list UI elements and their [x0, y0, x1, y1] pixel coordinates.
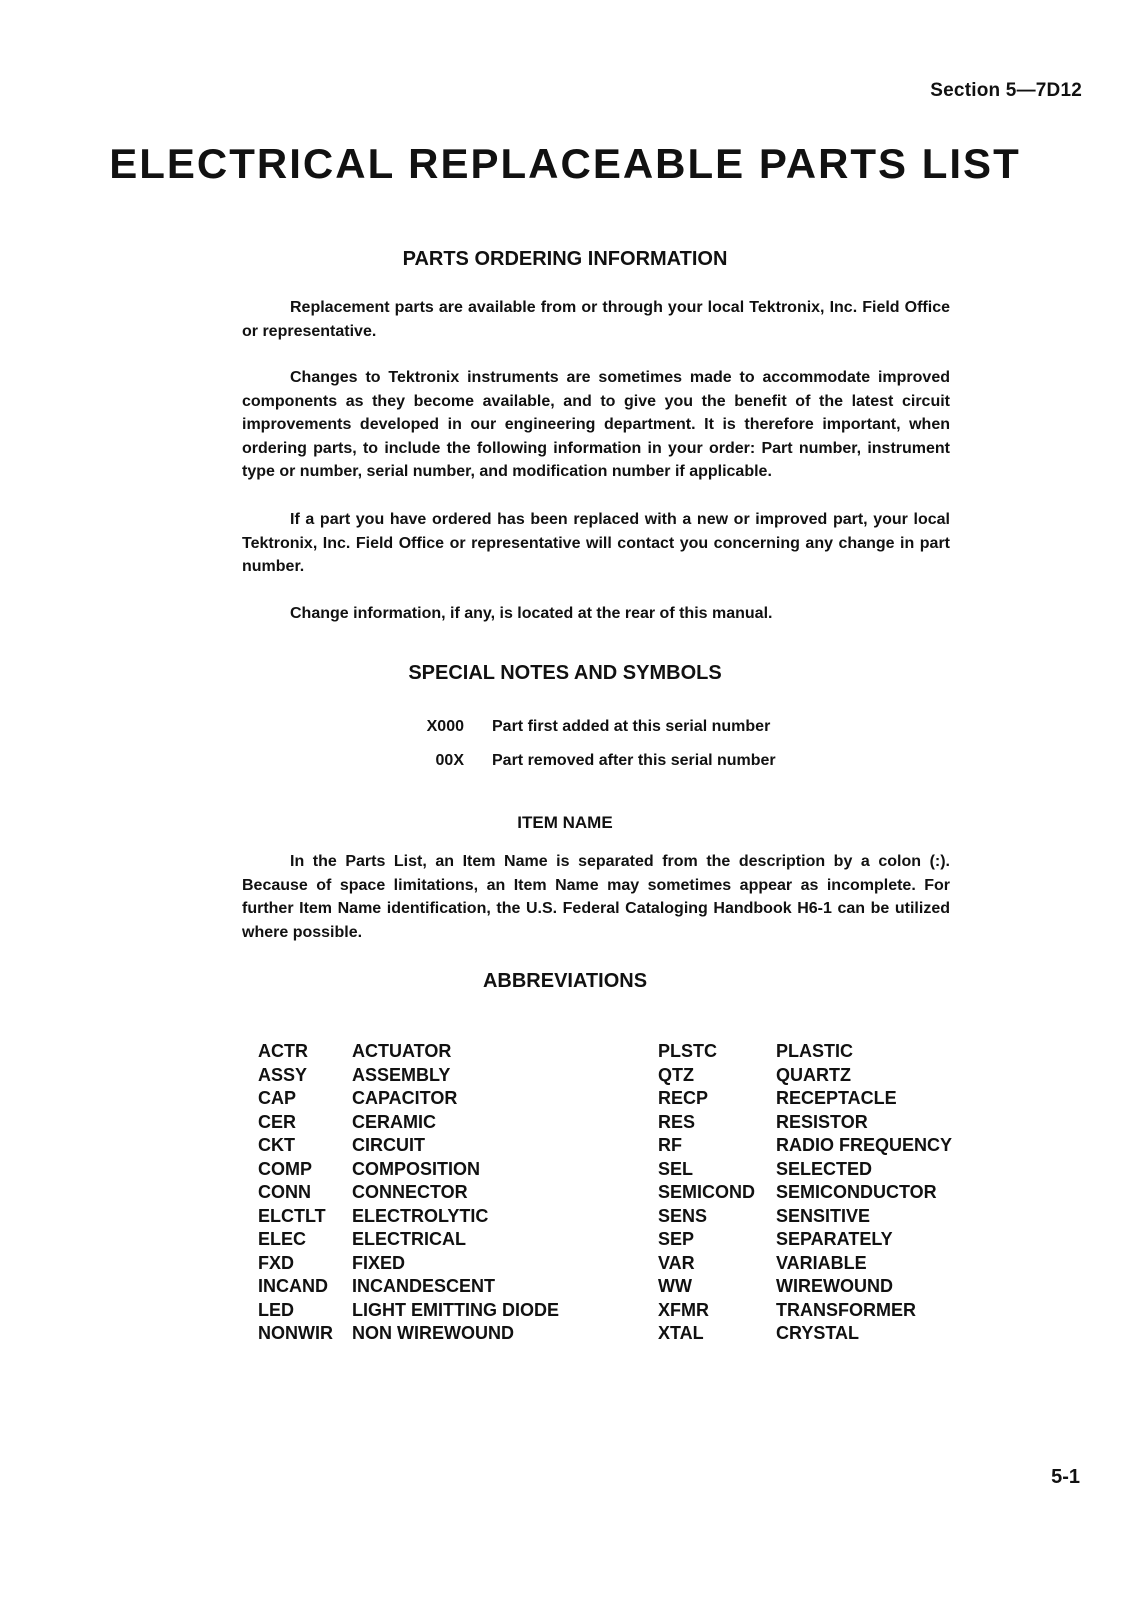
abbreviation-code: INCAND — [258, 1276, 328, 1296]
symbol-meaning: Part first added at this serial number — [492, 718, 771, 735]
abbreviation-meaning: WIREWOUND — [776, 1276, 893, 1296]
abbreviation-row — [258, 1252, 559, 1276]
abbreviation-row — [658, 1299, 952, 1323]
abbreviations-right-column — [658, 1040, 952, 1346]
abbreviation-meaning: ELECTRICAL — [352, 1229, 466, 1249]
abbreviation-meaning: ELECTROLYTIC — [352, 1205, 489, 1226]
abbreviation-meaning: SEPARATELY — [776, 1229, 893, 1249]
abbreviation-code: SEP — [658, 1229, 695, 1249]
abbreviation-meaning: COMPOSITION — [352, 1158, 481, 1179]
abbreviation-meaning: CAPACITOR — [352, 1088, 458, 1108]
abbreviation-code: ACTR — [258, 1041, 308, 1061]
abbreviation-row — [258, 1158, 559, 1182]
abbreviation-meaning: ASSEMBLY — [352, 1064, 451, 1085]
abbreviation-code: XFMR — [658, 1299, 709, 1320]
abbreviations-left-column — [258, 1040, 559, 1346]
abbreviation-meaning: QUARTZ — [776, 1064, 851, 1085]
abbreviation-code: RF — [658, 1135, 682, 1155]
abbreviation-code: RECP — [658, 1088, 709, 1108]
abbreviation-meaning: CONNECTOR — [352, 1182, 468, 1202]
abbreviations-heading: ABBREVIATIONS — [482, 970, 648, 992]
abbreviation-row — [658, 1275, 952, 1299]
abbreviation-row — [258, 1064, 559, 1088]
section-header: Section 5—7D12 — [930, 80, 1082, 101]
symbol-code: X000 — [426, 718, 464, 735]
abbreviation-row — [258, 1228, 559, 1252]
abbreviation-code: RES — [658, 1111, 696, 1132]
abbreviation-code: NONWIR — [258, 1323, 333, 1343]
special-notes-heading: SPECIAL NOTES AND SYMBOLS — [408, 662, 722, 684]
abbreviation-meaning: CERAMIC — [352, 1111, 436, 1132]
abbreviation-row — [658, 1252, 952, 1276]
abbreviation-code: COMP — [258, 1158, 312, 1179]
abbreviation-meaning: PLASTIC — [776, 1041, 854, 1061]
abbreviation-code: WW — [658, 1276, 692, 1296]
abbreviation-row — [658, 1087, 952, 1111]
abbreviation-meaning: SELECTED — [776, 1158, 873, 1179]
abbreviation-row — [258, 1275, 559, 1299]
abbreviation-code: CONN — [258, 1182, 311, 1202]
abbreviation-row — [658, 1228, 952, 1252]
abbreviation-row — [258, 1299, 559, 1323]
abbreviation-meaning: SEMICONDUCTOR — [776, 1182, 937, 1202]
abbreviation-code: LED — [258, 1299, 294, 1320]
abbreviation-row — [258, 1205, 559, 1229]
abbreviation-code: SEL — [658, 1158, 694, 1179]
abbreviation-row — [258, 1322, 559, 1346]
abbreviation-code: SEMICOND — [658, 1182, 756, 1202]
abbreviation-code: SENS — [658, 1205, 708, 1226]
ordering-paragraph-4: Change information, if any, is located at the rear of this manual. — [290, 605, 773, 622]
abbreviation-meaning: ACTUATOR — [352, 1041, 452, 1061]
abbreviation-code: ELEC — [258, 1229, 307, 1249]
abbreviation-code: CAP — [258, 1088, 297, 1108]
symbol-row — [400, 752, 776, 770]
abbreviation-row — [258, 1111, 559, 1135]
abbreviation-row — [258, 1181, 559, 1205]
abbreviation-code: FXD — [258, 1252, 294, 1273]
ordering-paragraph-2: Changes to Tektronix instruments are sometimes made to accommodate improved components as they become available, and to give you the benefit of the latest circuit improvements developed in our engineering department. It is therefore important, when ordering parts, to include the following information in your order: Part number, instrument type or number, serial number, and modification number if applicable. — [242, 369, 950, 480]
abbreviation-meaning: VARIABLE — [776, 1252, 867, 1273]
abbreviation-meaning: NON WIREWOUND — [352, 1323, 514, 1343]
symbol-code: 00X — [435, 752, 464, 769]
abbreviation-meaning: TRANSFORMER — [776, 1299, 916, 1320]
abbreviation-code: CER — [258, 1111, 297, 1132]
abbreviation-meaning: INCANDESCENT — [352, 1276, 496, 1296]
abbreviation-row — [658, 1111, 952, 1135]
abbreviation-row — [658, 1322, 952, 1346]
abbreviation-meaning: RADIO FREQUENCY — [776, 1135, 953, 1155]
abbreviation-meaning: FIXED — [352, 1252, 406, 1273]
abbreviation-row — [658, 1064, 952, 1088]
abbreviation-meaning: LIGHT EMITTING DIODE — [352, 1299, 559, 1320]
parts-ordering-heading: PARTS ORDERING INFORMATION — [402, 248, 728, 270]
abbreviation-row — [658, 1205, 952, 1229]
abbreviation-row — [258, 1040, 559, 1064]
page-number: 5-1 — [1051, 1466, 1080, 1488]
abbreviation-code: VAR — [658, 1252, 695, 1273]
abbreviation-row — [258, 1134, 559, 1158]
abbreviation-meaning: CIRCUIT — [352, 1135, 425, 1155]
abbreviation-row — [658, 1040, 952, 1064]
abbreviation-row — [258, 1087, 559, 1111]
item-name-heading: ITEM NAME — [517, 813, 613, 832]
abbreviation-code: QTZ — [658, 1064, 694, 1085]
symbol-meaning: Part removed after this serial number — [492, 752, 776, 769]
abbreviation-meaning: RECEPTACLE — [776, 1088, 897, 1108]
abbreviation-code: CKT — [258, 1135, 295, 1155]
abbreviation-code: XTAL — [658, 1323, 704, 1343]
abbreviation-row — [658, 1134, 952, 1158]
item-name-paragraph: In the Parts List, an Item Name is separated from the description by a colon (:). Because of space limitations, an Item Name may sometimes appear as incomplete. For further Item Name identification, the U.S. Federal Cataloging Handbook H6-1 can be utilized where possible. — [242, 853, 950, 941]
abbreviation-code: ASSY — [258, 1064, 308, 1085]
abbreviation-meaning: RESISTOR — [776, 1111, 868, 1132]
symbol-row — [400, 718, 770, 736]
page-title: ELECTRICAL REPLACEABLE PARTS LIST — [109, 140, 1021, 187]
abbreviation-meaning: SENSITIVE — [776, 1205, 871, 1226]
abbreviation-meaning: CRYSTAL — [776, 1323, 859, 1343]
abbreviation-row — [658, 1181, 952, 1205]
abbreviation-row — [658, 1158, 952, 1182]
ordering-paragraph-1: Replacement parts are available from or through your local Tektronix, Inc. Field Office or representative. — [242, 299, 950, 340]
abbreviation-code: ELCTLT — [258, 1205, 326, 1226]
ordering-paragraph-3: If a part you have ordered has been replaced with a new or improved part, your local Tektronix, Inc. Field Office or representative will contact you concerning any change in part number. — [242, 511, 950, 575]
abbreviation-code: PLSTC — [658, 1041, 718, 1061]
